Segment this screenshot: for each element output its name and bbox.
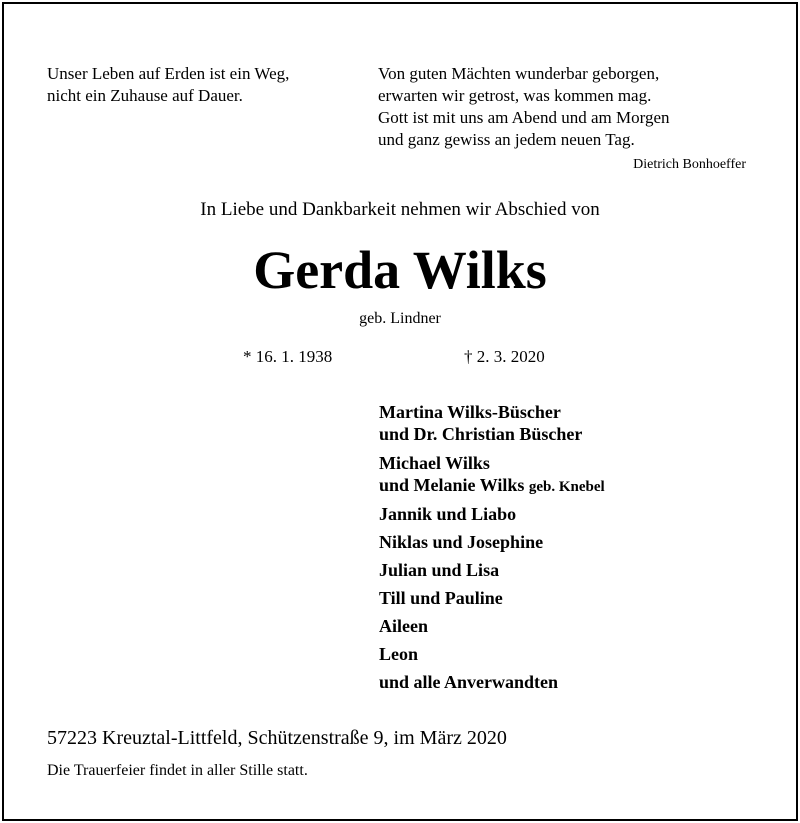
- mourner-maiden: geb. Knebel: [528, 479, 605, 495]
- mourner-name: und Melanie Wilks: [379, 475, 525, 495]
- mourner-line-3: Michael Wilks: [379, 453, 490, 473]
- verse-right-line-4: und ganz gewiss an jedem neuen Tag.: [378, 130, 635, 149]
- mourner-line-11: und alle Anverwandten: [379, 672, 559, 692]
- address-line: 57223 Kreuztal-Littfeld, Schützenstraße 9, im März 2020: [47, 727, 507, 749]
- mourner-line-7: Julian und Lisa: [379, 560, 500, 580]
- verse-left-line-2: nicht ein Zuhause auf Dauer.: [47, 86, 243, 105]
- mourner-line-5: Jannik und Liabo: [379, 504, 517, 524]
- mourner-line-2: und Dr. Christian Büscher: [379, 424, 583, 444]
- verse-right-line-1: Von guten Mächten wunderbar geborgen,: [378, 64, 660, 83]
- mourner-line-8: Till und Pauline: [379, 588, 503, 608]
- verse-left-line-1: Unser Leben auf Erden ist ein Weg,: [47, 64, 290, 83]
- verse-author: Dietrich Bonhoeffer: [633, 157, 746, 172]
- funeral-note: Die Trauerfeier findet in aller Stille statt.: [47, 762, 308, 779]
- mourner-line-1: Martina Wilks-Büscher: [379, 402, 561, 422]
- deceased-name: Gerda Wilks: [253, 240, 547, 300]
- birth-date: * 16. 1. 1938: [243, 347, 333, 366]
- mourner-line-9: Aileen: [379, 616, 428, 636]
- death-date: † 2. 3. 2020: [464, 347, 545, 366]
- intro-text: In Liebe und Dankbarkeit nehmen wir Abschied von: [200, 199, 600, 220]
- mourner-line-6: Niklas und Josephine: [379, 532, 544, 552]
- verse-right-line-3: Gott ist mit uns am Abend und am Morgen: [378, 108, 670, 127]
- verse-right-line-2: erwarten wir getrost, was kommen mag.: [378, 86, 652, 105]
- mourner-line-4: [379, 475, 605, 496]
- maiden-name: geb. Lindner: [359, 310, 441, 327]
- mourner-line-10: Leon: [379, 644, 419, 664]
